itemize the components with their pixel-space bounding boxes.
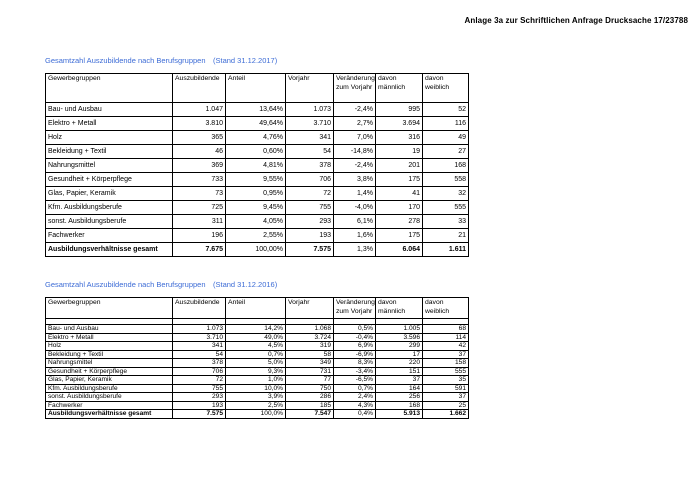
table-row xyxy=(46,342,469,351)
row-value: 1.005 xyxy=(376,325,423,334)
row-label: Nahrungsmittel xyxy=(46,359,173,368)
row-value: 49,64% xyxy=(226,117,286,131)
row-value: 3,8% xyxy=(334,173,376,187)
total-row xyxy=(46,410,469,419)
row-value: 185 xyxy=(286,401,334,410)
row-value: 72 xyxy=(286,187,334,201)
row-value: 0,7% xyxy=(226,350,286,359)
row-value: 193 xyxy=(173,401,226,410)
total-label: Ausbildungsverhältnisse gesamt xyxy=(46,243,173,257)
row-value: 3.710 xyxy=(286,117,334,131)
column-header-gewerbegruppen: Gewerbegruppen xyxy=(46,74,173,103)
row-value: 114 xyxy=(423,333,469,342)
row-value: 1,6% xyxy=(334,229,376,243)
total-row xyxy=(46,243,469,257)
row-value: 555 xyxy=(423,201,469,215)
row-value: 54 xyxy=(286,145,334,159)
row-value: 3,9% xyxy=(226,393,286,402)
row-value: 278 xyxy=(376,215,423,229)
row-value: 591 xyxy=(423,384,469,393)
total-value: 100,00% xyxy=(226,243,286,257)
row-value: 319 xyxy=(286,342,334,351)
row-label: Glas, Papier, Keramik xyxy=(46,187,173,201)
row-value: 4,05% xyxy=(226,215,286,229)
column-header-vorjahr: Vorjahr xyxy=(286,298,334,319)
table-row xyxy=(46,229,469,243)
total-value: 5.913 xyxy=(376,410,423,419)
total-value: 7.547 xyxy=(286,410,334,419)
row-value: 369 xyxy=(173,159,226,173)
row-value: 1.073 xyxy=(286,103,334,117)
row-value: 37 xyxy=(423,350,469,359)
table-row xyxy=(46,384,469,393)
row-value: 196 xyxy=(173,229,226,243)
row-value: 158 xyxy=(423,359,469,368)
row-value: 299 xyxy=(376,342,423,351)
row-value: 7,0% xyxy=(334,131,376,145)
row-value: 311 xyxy=(173,215,226,229)
row-value: 5,0% xyxy=(226,359,286,368)
row-value: 1.068 xyxy=(286,325,334,334)
row-label: sonst. Ausbildungsberufe xyxy=(46,215,173,229)
row-value: 365 xyxy=(173,131,226,145)
section-2017 xyxy=(45,56,468,257)
row-value: 2,5% xyxy=(226,401,286,410)
row-value: 41 xyxy=(376,187,423,201)
row-value: 0,60% xyxy=(226,145,286,159)
total-label: Ausbildungsverhältnisse gesamt xyxy=(46,410,173,419)
total-value: 100,0% xyxy=(226,410,286,419)
row-value: 151 xyxy=(376,367,423,376)
row-value: 6,1% xyxy=(334,215,376,229)
row-label: Elektro + Metall xyxy=(46,117,173,131)
section-date: (Stand 31.12.2017) xyxy=(213,56,278,65)
column-header-vorjahr: Vorjahr xyxy=(286,74,334,103)
column-header-maennlich: davon männlich xyxy=(376,298,423,319)
section-2016 xyxy=(45,280,468,419)
row-label: Bau- und Ausbau xyxy=(46,103,173,117)
row-value: 116 xyxy=(423,117,469,131)
column-header-auszubildende: Auszubildende xyxy=(173,298,226,319)
row-value: 995 xyxy=(376,103,423,117)
row-label: Bau- und Ausbau xyxy=(46,325,173,334)
row-value: 175 xyxy=(376,173,423,187)
row-value: 731 xyxy=(286,367,334,376)
section-date: (Stand 31.12.2016) xyxy=(213,280,278,289)
row-value: 3.710 xyxy=(173,333,226,342)
row-value: -6,5% xyxy=(334,376,376,385)
table-row xyxy=(46,333,469,342)
table-row xyxy=(46,159,469,173)
table-row xyxy=(46,359,469,368)
row-label: Kfm. Ausbildungsberufe xyxy=(46,384,173,393)
row-value: -3,4% xyxy=(334,367,376,376)
row-value: 706 xyxy=(286,173,334,187)
row-value: 1,4% xyxy=(334,187,376,201)
table-row xyxy=(46,201,469,215)
row-value: 35 xyxy=(423,376,469,385)
table-row xyxy=(46,103,469,117)
row-label: Elektro + Metall xyxy=(46,333,173,342)
column-header-veraenderung: Veränderung zum Vorjahr xyxy=(334,298,376,319)
row-label: Bekleidung + Textil xyxy=(46,145,173,159)
table-row xyxy=(46,215,469,229)
row-value: 52 xyxy=(423,103,469,117)
row-value: 6,9% xyxy=(334,342,376,351)
row-value: 49,0% xyxy=(226,333,286,342)
row-label: Holz xyxy=(46,342,173,351)
row-value: 14,2% xyxy=(226,325,286,334)
row-value: 72 xyxy=(173,376,226,385)
row-value: 316 xyxy=(376,131,423,145)
row-value: 25 xyxy=(423,401,469,410)
row-value: 42 xyxy=(423,342,469,351)
row-value: 3.724 xyxy=(286,333,334,342)
section-heading xyxy=(45,56,468,66)
table-auszubildende-2017 xyxy=(45,73,469,257)
row-value: 378 xyxy=(173,359,226,368)
table-row xyxy=(46,131,469,145)
table-row xyxy=(46,117,469,131)
total-value: 6.064 xyxy=(376,243,423,257)
column-header-auszubildende: Auszubildende xyxy=(173,74,226,103)
row-value: 8,3% xyxy=(334,359,376,368)
row-value: 725 xyxy=(173,201,226,215)
row-value: 3.810 xyxy=(173,117,226,131)
row-value: 4,81% xyxy=(226,159,286,173)
row-value: 2,4% xyxy=(334,393,376,402)
section-title: Gesamtzahl Auszubildende nach Berufsgruppen xyxy=(45,56,206,65)
row-value: 750 xyxy=(286,384,334,393)
table-row xyxy=(46,350,469,359)
row-value: 77 xyxy=(286,376,334,385)
row-value: 10,0% xyxy=(226,384,286,393)
row-value: 19 xyxy=(376,145,423,159)
row-value: 170 xyxy=(376,201,423,215)
row-value: 1.073 xyxy=(173,325,226,334)
row-value: 17 xyxy=(376,350,423,359)
row-value: -2,4% xyxy=(334,159,376,173)
row-value: 168 xyxy=(376,401,423,410)
column-header-veraenderung: Veränderung zum Vorjahr xyxy=(334,74,376,103)
row-value: 220 xyxy=(376,359,423,368)
column-header-anteil: Anteil xyxy=(226,74,286,103)
row-value: 21 xyxy=(423,229,469,243)
row-value: 46 xyxy=(173,145,226,159)
row-value: 201 xyxy=(376,159,423,173)
row-label: Fachwerker xyxy=(46,401,173,410)
row-label: Bekleidung + Textil xyxy=(46,350,173,359)
row-value: 0,95% xyxy=(226,187,286,201)
row-value: 341 xyxy=(173,342,226,351)
row-value: 68 xyxy=(423,325,469,334)
row-value: 37 xyxy=(376,376,423,385)
row-value: 341 xyxy=(286,131,334,145)
row-value: 73 xyxy=(173,187,226,201)
row-value: 175 xyxy=(376,229,423,243)
row-value: 193 xyxy=(286,229,334,243)
row-value: 9,3% xyxy=(226,367,286,376)
row-value: 3.694 xyxy=(376,117,423,131)
total-value: 0,4% xyxy=(334,410,376,419)
row-label: Holz xyxy=(46,131,173,145)
section-title: Gesamtzahl Auszubildende nach Berufsgruppen xyxy=(45,280,206,289)
total-value: 7.575 xyxy=(286,243,334,257)
row-label: Kfm. Ausbildungsberufe xyxy=(46,201,173,215)
row-value: 4,5% xyxy=(226,342,286,351)
total-value: 7.675 xyxy=(173,243,226,257)
row-value: 58 xyxy=(286,350,334,359)
row-label: Fachwerker xyxy=(46,229,173,243)
row-label: Glas, Papier, Keramik xyxy=(46,376,173,385)
row-value: 706 xyxy=(173,367,226,376)
row-value: 3.596 xyxy=(376,333,423,342)
total-value: 1.662 xyxy=(423,410,469,419)
row-value: 0,5% xyxy=(334,325,376,334)
row-value: 293 xyxy=(173,393,226,402)
row-value: 256 xyxy=(376,393,423,402)
header-note: Anlage 3a zur Schriftlichen Anfrage Drucksache 17/23788 xyxy=(464,16,688,25)
column-header-maennlich: davon männlich xyxy=(376,74,423,103)
row-value: -14,8% xyxy=(334,145,376,159)
row-value: 1,0% xyxy=(226,376,286,385)
row-value: 0,7% xyxy=(334,384,376,393)
table-auszubildende-2016 xyxy=(45,297,469,419)
row-value: 2,7% xyxy=(334,117,376,131)
table-row xyxy=(46,376,469,385)
total-value: 7.575 xyxy=(173,410,226,419)
row-value: 378 xyxy=(286,159,334,173)
row-value: 9,45% xyxy=(226,201,286,215)
row-label: Gesundheit + Körperpflege xyxy=(46,367,173,376)
row-value: 349 xyxy=(286,359,334,368)
row-value: 27 xyxy=(423,145,469,159)
table-row xyxy=(46,173,469,187)
row-value: 286 xyxy=(286,393,334,402)
row-value: -2,4% xyxy=(334,103,376,117)
row-value: 49 xyxy=(423,131,469,145)
column-header-weiblich: davon weiblich xyxy=(423,298,469,319)
row-value: 1.047 xyxy=(173,103,226,117)
row-label: sonst. Ausbildungsberufe xyxy=(46,393,173,402)
table-row xyxy=(46,187,469,201)
row-value: 168 xyxy=(423,159,469,173)
row-value: -0,4% xyxy=(334,333,376,342)
row-value: 4,3% xyxy=(334,401,376,410)
row-value: 733 xyxy=(173,173,226,187)
row-value: 293 xyxy=(286,215,334,229)
table-row xyxy=(46,401,469,410)
column-header-gewerbegruppen: Gewerbegruppen xyxy=(46,298,173,319)
row-value: 4,76% xyxy=(226,131,286,145)
table-row xyxy=(46,367,469,376)
table-header-row xyxy=(46,298,469,319)
row-value: -4,0% xyxy=(334,201,376,215)
row-label: Nahrungsmittel xyxy=(46,159,173,173)
row-value: 555 xyxy=(423,367,469,376)
table-row xyxy=(46,393,469,402)
table-row xyxy=(46,325,469,334)
row-value: 32 xyxy=(423,187,469,201)
table-header-row xyxy=(46,74,469,103)
row-value: 2,55% xyxy=(226,229,286,243)
table-row xyxy=(46,145,469,159)
section-heading xyxy=(45,280,468,290)
row-value: 9,55% xyxy=(226,173,286,187)
row-value: -6,9% xyxy=(334,350,376,359)
total-value: 1.611 xyxy=(423,243,469,257)
row-value: 164 xyxy=(376,384,423,393)
row-value: 558 xyxy=(423,173,469,187)
row-value: 755 xyxy=(286,201,334,215)
row-label: Gesundheit + Körperpflege xyxy=(46,173,173,187)
row-value: 755 xyxy=(173,384,226,393)
row-value: 54 xyxy=(173,350,226,359)
row-value: 33 xyxy=(423,215,469,229)
row-value: 13,64% xyxy=(226,103,286,117)
row-value: 37 xyxy=(423,393,469,402)
column-header-anteil: Anteil xyxy=(226,298,286,319)
total-value: 1,3% xyxy=(334,243,376,257)
column-header-weiblich: davon weiblich xyxy=(423,74,469,103)
